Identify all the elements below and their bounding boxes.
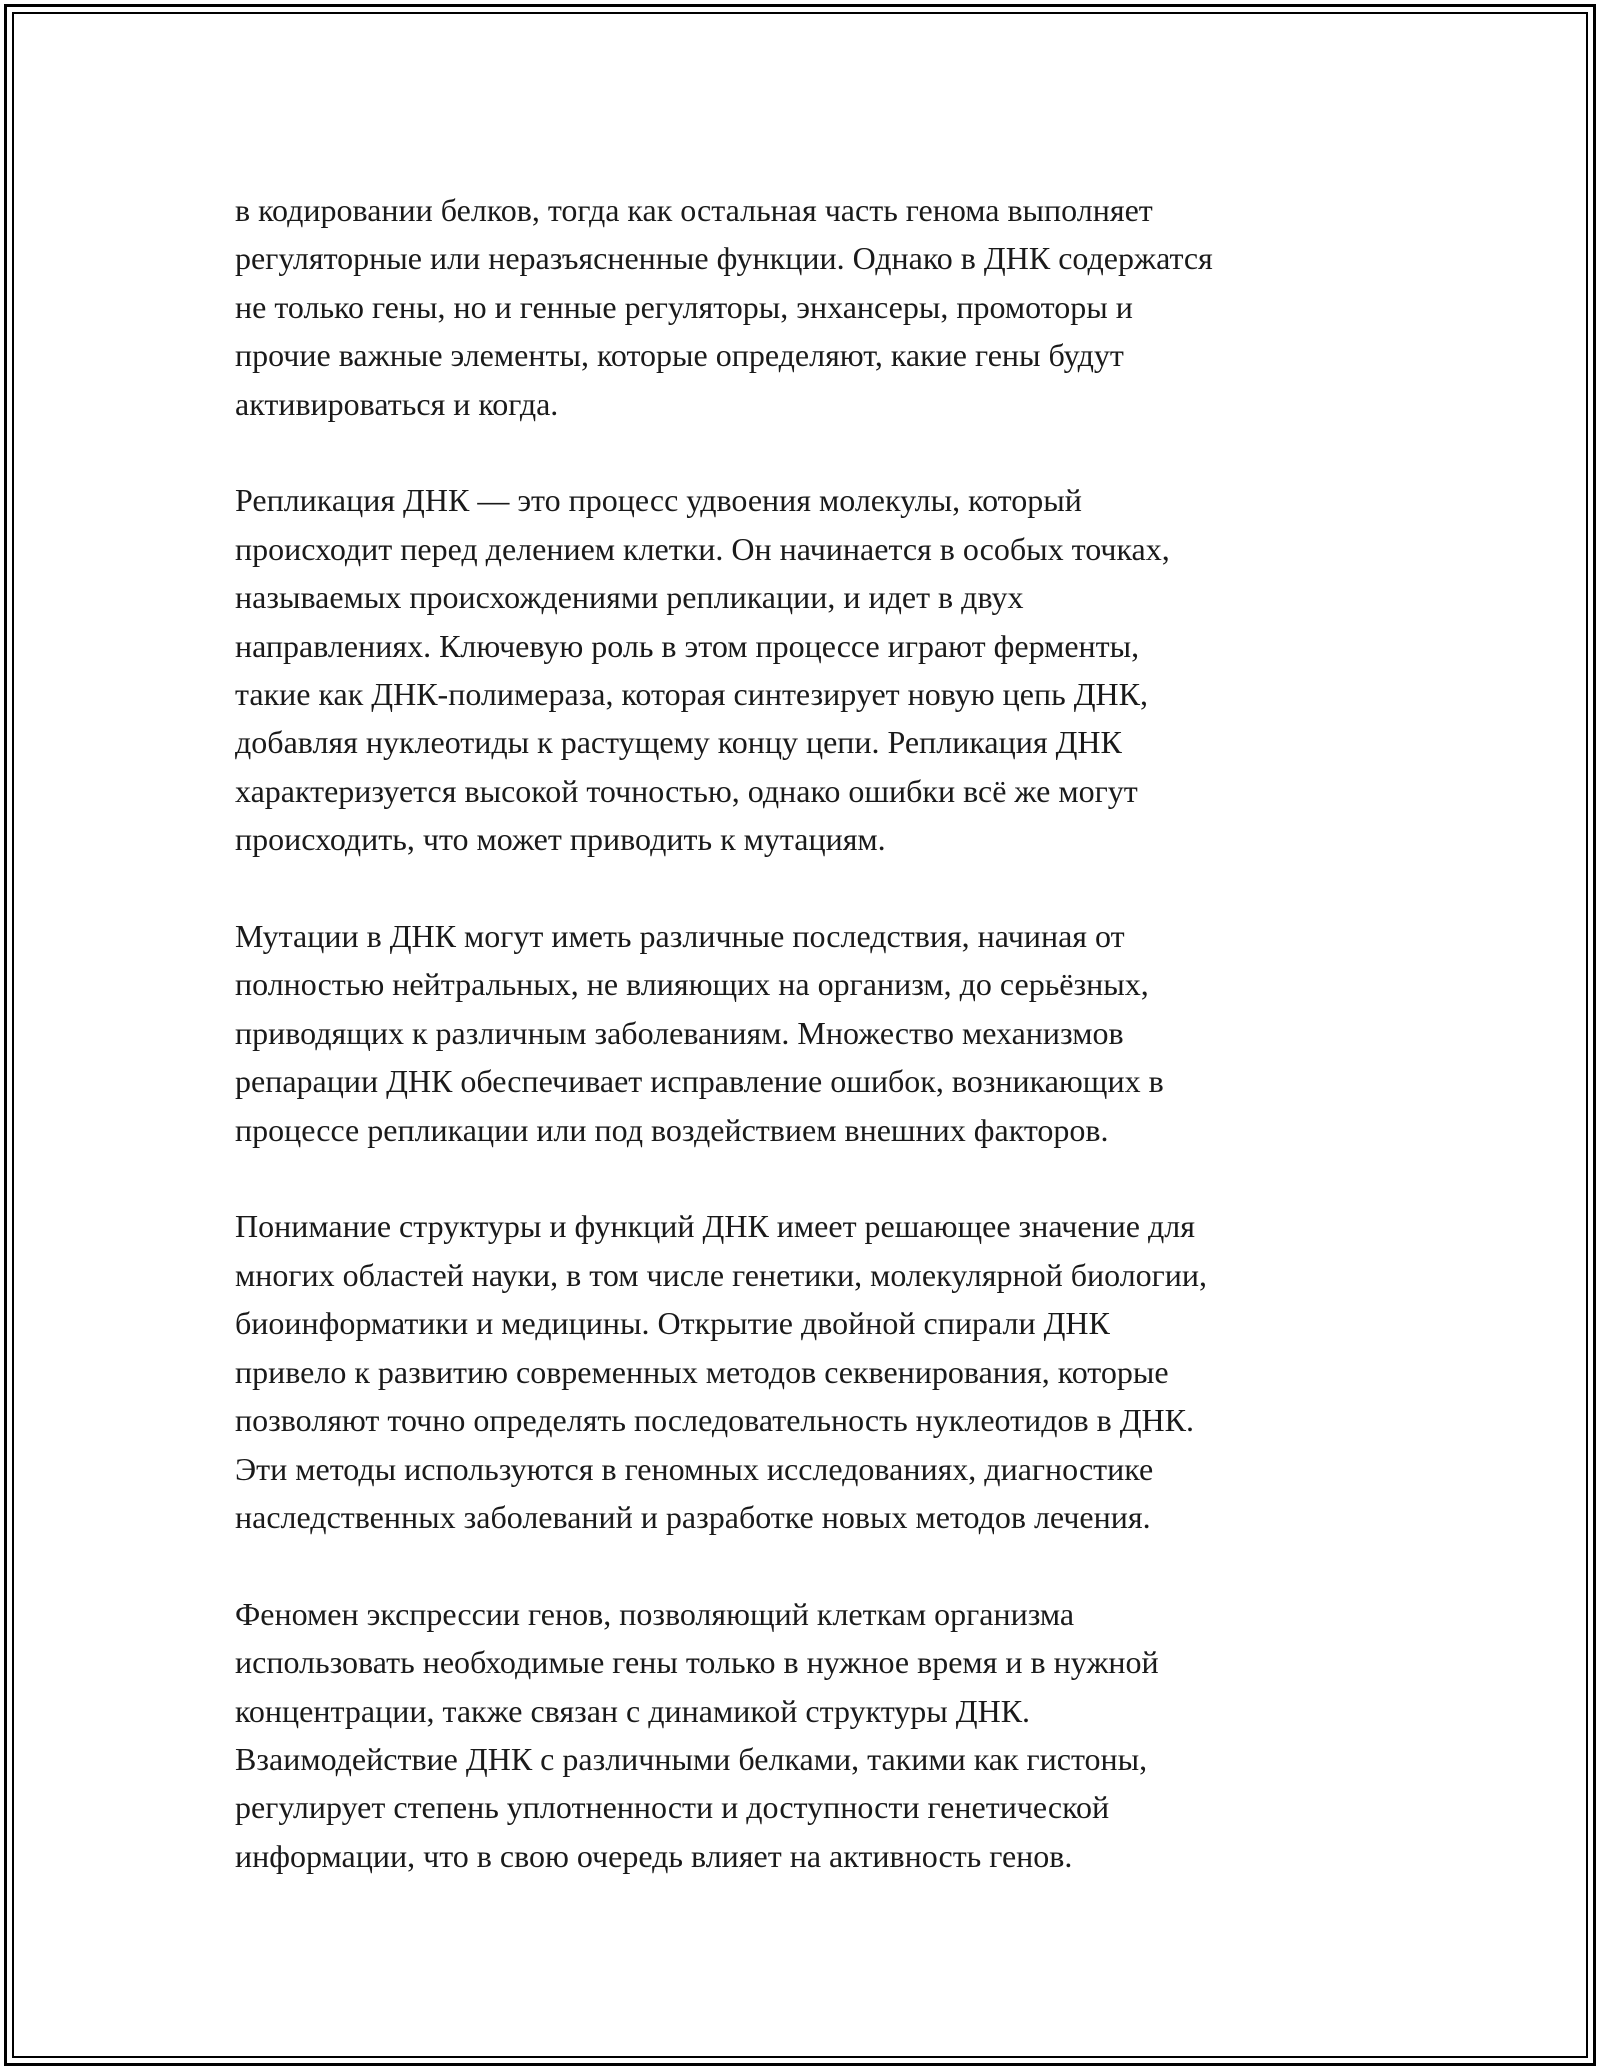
text-line: концентрации, также связан с динамикой структуры ДНК.: [235, 1692, 1031, 1729]
text-line: репарации ДНК обеспечивает исправление ошибок, возникающих в: [235, 1063, 1164, 1100]
text-line: привело к развитию современных методов секвенирования, которые: [235, 1353, 1169, 1390]
text-line: Эти методы используются в геномных исследованиях, диагностике: [235, 1450, 1154, 1487]
text-line: не только гены, но и генные регуляторы, энхансеры, промоторы и: [235, 288, 1133, 325]
text-line: Мутации в ДНК могут иметь различные последствия, начиная от: [235, 918, 1125, 955]
paragraph-3: [235, 912, 1395, 1154]
text-line: активироваться и когда.: [235, 385, 559, 422]
text-line: биоинформатики и медицины. Открытие двойной спирали ДНК: [235, 1305, 1110, 1342]
text-line: направлениях. Ключевую роль в этом процессе играют ферменты,: [235, 627, 1140, 664]
paragraph-5: [235, 1590, 1395, 1880]
text-line: в кодировании белков, тогда как остальная часть генома выполняет: [235, 192, 1153, 228]
text-line: происходит перед делением клетки. Он начинается в особых точках,: [235, 530, 1170, 567]
text-line: Феномен экспрессии генов, позволяющий клеткам организма: [235, 1595, 1075, 1632]
text-line: прочие важные элементы, которые определяют, какие гены будут: [235, 337, 1124, 374]
text-line: процессе репликации или под воздействием внешних факторов.: [235, 1111, 1109, 1148]
text-line: Понимание структуры и функций ДНК имеет решающее значение для: [235, 1208, 1195, 1245]
text-line: многих областей науки, в том числе генетики, молекулярной биологии,: [235, 1256, 1208, 1293]
document-body: [235, 186, 1395, 1929]
text-line: использовать необходимые гены только в нужное время и в нужной: [235, 1644, 1159, 1681]
text-line: позволяют точно определять последовательность нуклеотидов в ДНК.: [235, 1402, 1194, 1439]
text-line: полностью нейтральных, не влияющих на организм, до серьёзных,: [235, 966, 1149, 1003]
text-line: характеризуется высокой точностью, однако ошибки всё же могут: [235, 772, 1138, 809]
paragraph-2: [235, 476, 1395, 863]
paragraph-4: [235, 1202, 1395, 1541]
text-line: Взаимодействие ДНК с различными белками, такими как гистоны,: [235, 1740, 1148, 1777]
text-line: регулирует степень уплотненности и доступности генетической: [235, 1789, 1110, 1826]
text-line: информации, что в свою очередь влияет на активность генов.: [235, 1837, 1073, 1874]
text-line: добавляя нуклеотиды к растущему концу цепи. Репликация ДНК: [235, 724, 1122, 761]
text-line: регуляторные или неразъясненные функции. Однако в ДНК содержатся: [235, 240, 1213, 277]
text-line: наследственных заболеваний и разработке новых методов лечения.: [235, 1498, 1151, 1535]
text-line: происходить, что может приводить к мутациям.: [235, 821, 886, 858]
text-line: Репликация ДНК — это процесс удвоения молекулы, который: [235, 482, 1082, 519]
text-line: такие как ДНК-полимераза, которая синтезирует новую цепь ДНК,: [235, 676, 1148, 713]
text-line: приводящих к различным заболеваниям. Множество механизмов: [235, 1014, 1124, 1051]
paragraph-1: [235, 186, 1395, 428]
text-line: называемых происхождениями репликации, и идет в двух: [235, 579, 1024, 616]
